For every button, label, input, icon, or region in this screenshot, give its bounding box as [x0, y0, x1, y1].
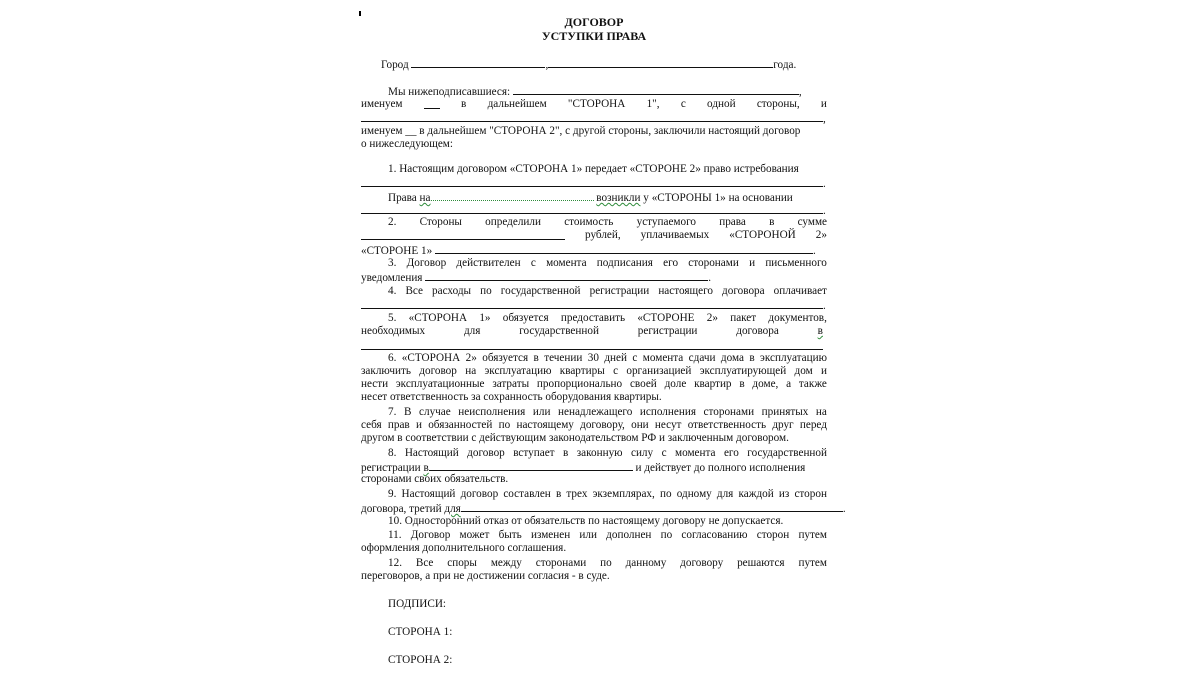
word: 12.	[388, 557, 402, 569]
word: сторон	[756, 529, 790, 541]
contract-page	[361, 0, 846, 675]
word: ненадлежащего	[558, 406, 633, 418]
period: .	[823, 178, 826, 190]
clause-12-line-2: переговоров, а при не достижении согласия - в суде.	[361, 570, 610, 582]
word: стоимость	[564, 216, 614, 228]
word: настоящего	[658, 285, 713, 297]
word: для	[444, 503, 461, 515]
word: «СТОРОНОЙ	[729, 229, 796, 241]
period: .	[823, 300, 826, 312]
word: договора	[722, 285, 765, 297]
word: перед	[799, 419, 827, 431]
word: прав	[387, 419, 410, 431]
word: пакет	[730, 312, 757, 324]
word: 4.	[388, 285, 397, 297]
word: рублей,	[585, 229, 621, 241]
word: момента	[546, 257, 587, 269]
document-title: ДОГОВОР	[564, 15, 624, 29]
clause-5-line-1	[388, 312, 827, 325]
word: силу	[630, 447, 654, 459]
word: права	[719, 216, 746, 228]
comma: ,	[798, 86, 802, 98]
word: 2»	[465, 352, 477, 364]
word: государственной	[500, 285, 581, 297]
word: 2»	[815, 229, 827, 241]
clause-4	[388, 285, 827, 298]
word: одному	[676, 488, 712, 500]
amount-blank[interactable]	[361, 229, 565, 240]
word: составлен	[503, 488, 551, 500]
word: его	[723, 447, 739, 459]
period: .	[823, 205, 826, 217]
word: предоставить	[560, 312, 626, 324]
word: в	[749, 352, 755, 364]
word: 5.	[388, 312, 397, 324]
rights-object-blank[interactable]	[431, 190, 594, 201]
word: и	[415, 419, 422, 431]
word: на	[815, 406, 827, 418]
word: сторон	[794, 488, 827, 500]
word: Стороны	[419, 216, 462, 228]
word: договор	[467, 447, 505, 459]
word: договора, третий	[361, 503, 442, 515]
word: в	[555, 488, 562, 500]
word: действителен	[456, 257, 521, 269]
word: они	[631, 419, 649, 431]
signature-party-1[interactable]: СТОРОНА 1:	[388, 626, 453, 638]
word: с	[613, 365, 619, 377]
clause-2-line-2	[361, 229, 827, 242]
word: каждой	[738, 488, 774, 500]
word: принятых	[761, 406, 809, 418]
word: эксплуатационные	[395, 378, 485, 390]
period: .	[708, 272, 712, 284]
clause-7-line-1	[388, 406, 827, 419]
word: несут	[654, 419, 682, 431]
word: оплачивает	[773, 285, 827, 297]
word: и действует до полного исполнения	[635, 462, 806, 474]
period: .	[842, 503, 846, 515]
word: дней	[604, 352, 627, 364]
word: регистрации	[589, 285, 650, 297]
word: сторонами	[535, 557, 587, 569]
word: расходы	[432, 285, 472, 297]
word: уведомления	[361, 272, 423, 284]
word: необходимых	[361, 325, 426, 337]
word: 2»	[706, 312, 718, 324]
word: с	[530, 257, 536, 269]
word: письменного	[765, 257, 827, 269]
preamble-intro: Мы нижеподписавшиеся:	[388, 86, 511, 98]
word: настоящему	[516, 419, 574, 431]
word: решаются	[737, 557, 785, 569]
year-label: года.	[773, 59, 797, 71]
word: изменен	[530, 529, 571, 541]
word: 7.	[388, 406, 397, 418]
word: Договор	[406, 257, 447, 269]
word: «СТОРОНЕ	[637, 312, 695, 324]
word: и	[821, 365, 827, 377]
word: квартир	[694, 378, 732, 390]
word: 1»	[479, 312, 491, 324]
right-subject-blank[interactable]	[361, 176, 823, 187]
word: на	[419, 192, 431, 204]
word: в	[563, 447, 569, 459]
word: течении	[544, 352, 583, 364]
word: данному	[625, 557, 667, 569]
word: регистрации	[637, 325, 698, 337]
word: «СТОРОНА	[408, 312, 468, 324]
word: эксплуатацию	[484, 365, 552, 377]
word: путем	[798, 529, 827, 541]
word: обязуется	[502, 312, 549, 324]
word: по	[600, 557, 612, 569]
clause-4-blank-line	[361, 298, 826, 313]
word: доле	[664, 378, 687, 390]
clause-3-line-2	[361, 270, 711, 285]
basis-blank[interactable]	[361, 203, 823, 214]
word: экземплярах,	[592, 488, 655, 500]
word: по	[480, 285, 492, 297]
word: также	[798, 378, 827, 390]
word: с	[661, 447, 667, 459]
word: ответственность	[687, 419, 767, 431]
word: сторонами	[703, 406, 755, 418]
word: трех	[566, 488, 588, 500]
clause-6-line-1	[388, 352, 827, 365]
word: 2.	[388, 216, 397, 228]
word: на	[465, 365, 477, 377]
word: или	[579, 529, 597, 541]
word: и	[749, 257, 756, 269]
word: именуем	[361, 98, 403, 110]
word: заключить	[361, 365, 411, 377]
word: Договор	[410, 529, 451, 541]
payment-terms-blank[interactable]	[435, 243, 813, 254]
word: Настоящий	[401, 488, 456, 500]
word: квартиры	[559, 365, 605, 377]
word: в	[739, 378, 745, 390]
word: дома	[720, 352, 744, 364]
word: Настоящий	[404, 447, 459, 459]
clause-6-line-4: несет ответственность за сохранность оборудования квартиры.	[361, 391, 662, 403]
word: сторонами	[688, 257, 739, 269]
word: 8.	[388, 447, 397, 459]
word: споры	[447, 557, 477, 569]
word: уступаемого	[636, 216, 696, 228]
word: быть	[498, 529, 522, 541]
word: договор	[419, 365, 457, 377]
word: в	[817, 325, 823, 337]
word: по	[498, 419, 511, 431]
word: государственной	[519, 325, 599, 337]
word: в	[533, 352, 539, 364]
word: определили	[485, 216, 541, 228]
clause-7-line-3: другом в соответствии с действующим законодательством РФ и заключенным договором.	[361, 432, 789, 444]
word: для	[463, 325, 481, 337]
word: "СТОРОНА	[567, 98, 626, 110]
word: в	[769, 216, 775, 228]
word: договор	[460, 488, 499, 500]
clause-6-line-3	[361, 378, 827, 391]
word: нести	[361, 378, 389, 390]
clause-12-line-1	[388, 557, 827, 570]
word: дом	[794, 365, 813, 377]
word: договору,	[580, 419, 625, 431]
word: В	[403, 406, 412, 418]
city-comma: ,	[545, 59, 549, 71]
word: организацией	[626, 365, 692, 377]
word: законную	[576, 447, 623, 459]
clause-9-line-1	[388, 488, 827, 501]
clause-11-line-1	[388, 529, 827, 542]
word: обязуется	[482, 352, 529, 364]
word: 9.	[388, 488, 397, 500]
word: для	[716, 488, 734, 500]
word: вступает	[513, 447, 555, 459]
city-blank[interactable]	[411, 57, 545, 68]
word: регистрации	[361, 462, 421, 474]
word: по	[660, 529, 673, 541]
word: обязанностей	[428, 419, 493, 431]
word: в	[423, 462, 429, 474]
word: дальнейшем	[487, 98, 547, 110]
clause-5-blank[interactable]	[361, 349, 823, 350]
word: себя	[361, 419, 382, 431]
word: сумме	[797, 216, 827, 228]
city-label: Город	[381, 59, 409, 71]
word: может	[459, 529, 490, 541]
preamble-line-3	[361, 111, 826, 126]
word: стороны,	[756, 98, 800, 110]
signatures-title: ПОДПИСИ:	[388, 598, 447, 610]
clause-6-line-2	[361, 365, 827, 378]
comma: ,	[823, 113, 826, 125]
clause-2-line-1	[388, 216, 827, 229]
clause-11-line-2: оформления дополнительного соглашения.	[361, 542, 567, 554]
period: .	[812, 245, 816, 257]
word: 3.	[388, 257, 397, 269]
word: доме,	[752, 378, 779, 390]
signature-party-2[interactable]: СТОРОНА 2:	[388, 654, 453, 666]
word: дополнен	[606, 529, 652, 541]
word: документов,	[768, 312, 827, 324]
clause-7-line-2	[361, 419, 827, 432]
word: случае	[419, 406, 451, 418]
word: у «СТОРОНЫ 1» на основании	[643, 192, 793, 204]
word: по	[659, 488, 672, 500]
word: исполнения	[639, 406, 696, 418]
word: государственной	[747, 447, 827, 459]
word: 30	[587, 352, 599, 364]
word: эксплуатацию	[760, 352, 827, 364]
word: договора	[736, 325, 779, 337]
word: из	[778, 488, 790, 500]
word: его	[663, 257, 679, 269]
word: момента	[642, 352, 684, 364]
preamble-line-5: о нижеследующем:	[361, 138, 453, 150]
clause-10: 10. Односторонний отказ от обязательств по настоящему договору не допускается.	[388, 515, 784, 527]
clause-3-line-1	[388, 257, 827, 270]
clause-8-line-3: сторонами своих обязательств.	[361, 473, 509, 485]
date-blank[interactable]	[548, 57, 773, 68]
word: в	[461, 98, 467, 110]
word: «СТОРОНА	[401, 352, 461, 364]
registration-body-blank[interactable]	[429, 460, 633, 471]
word: своей	[629, 378, 657, 390]
word: Права	[388, 192, 417, 204]
word: 11.	[388, 529, 402, 541]
party2-name-blank[interactable]	[361, 111, 823, 122]
word: с	[680, 98, 686, 110]
word: 6.	[388, 352, 397, 364]
word: эксплуатирующей	[699, 365, 787, 377]
word: между	[490, 557, 522, 569]
clause-8-line-1	[388, 447, 827, 460]
word: и	[820, 98, 827, 110]
clause-1: 1. Настоящим договором «СТОРОНА 1» передает «СТОРОНЕ 2» право истребования	[388, 163, 799, 175]
word: сдачи	[688, 352, 716, 364]
third-copy-blank[interactable]	[461, 501, 843, 512]
notification-blank[interactable]	[425, 270, 708, 281]
word: с	[632, 352, 638, 364]
city-line	[381, 57, 796, 72]
clause-1-blank-line	[361, 176, 826, 191]
payer-blank[interactable]	[361, 298, 823, 309]
word: уплачиваемых	[640, 229, 710, 241]
preamble-line-1	[388, 84, 802, 99]
word: пропорционально	[536, 378, 623, 390]
word: подписания	[596, 257, 653, 269]
preamble-line-2	[361, 98, 827, 111]
word: путем	[798, 557, 827, 569]
word: возникли	[596, 192, 641, 204]
document-subtitle: УСТУПКИ ПРАВА	[541, 29, 647, 43]
word: затраты	[492, 378, 530, 390]
party1-name-blank[interactable]	[513, 84, 799, 95]
word: «СТОРОНЕ 1»	[361, 245, 433, 257]
clause-5-line-2	[361, 325, 823, 338]
word: а	[786, 378, 792, 390]
gender-blank[interactable]	[424, 98, 440, 109]
word: или	[532, 406, 551, 418]
word: договору	[680, 557, 724, 569]
word: неисполнения	[458, 406, 526, 418]
preamble-line-4: именуем __ в дальнейшем "СТОРОНА 2", с другой стороны, заключили настоящий договор	[361, 125, 801, 137]
word: друг	[772, 419, 794, 431]
word: согласованию	[681, 529, 748, 541]
word: одной	[707, 98, 736, 110]
clause-9-line-2	[361, 501, 846, 516]
clause-2-line-3	[361, 243, 816, 258]
word: Все	[405, 285, 423, 297]
word: момента	[675, 447, 716, 459]
word: Все	[415, 557, 434, 569]
word: 1",	[646, 98, 660, 110]
